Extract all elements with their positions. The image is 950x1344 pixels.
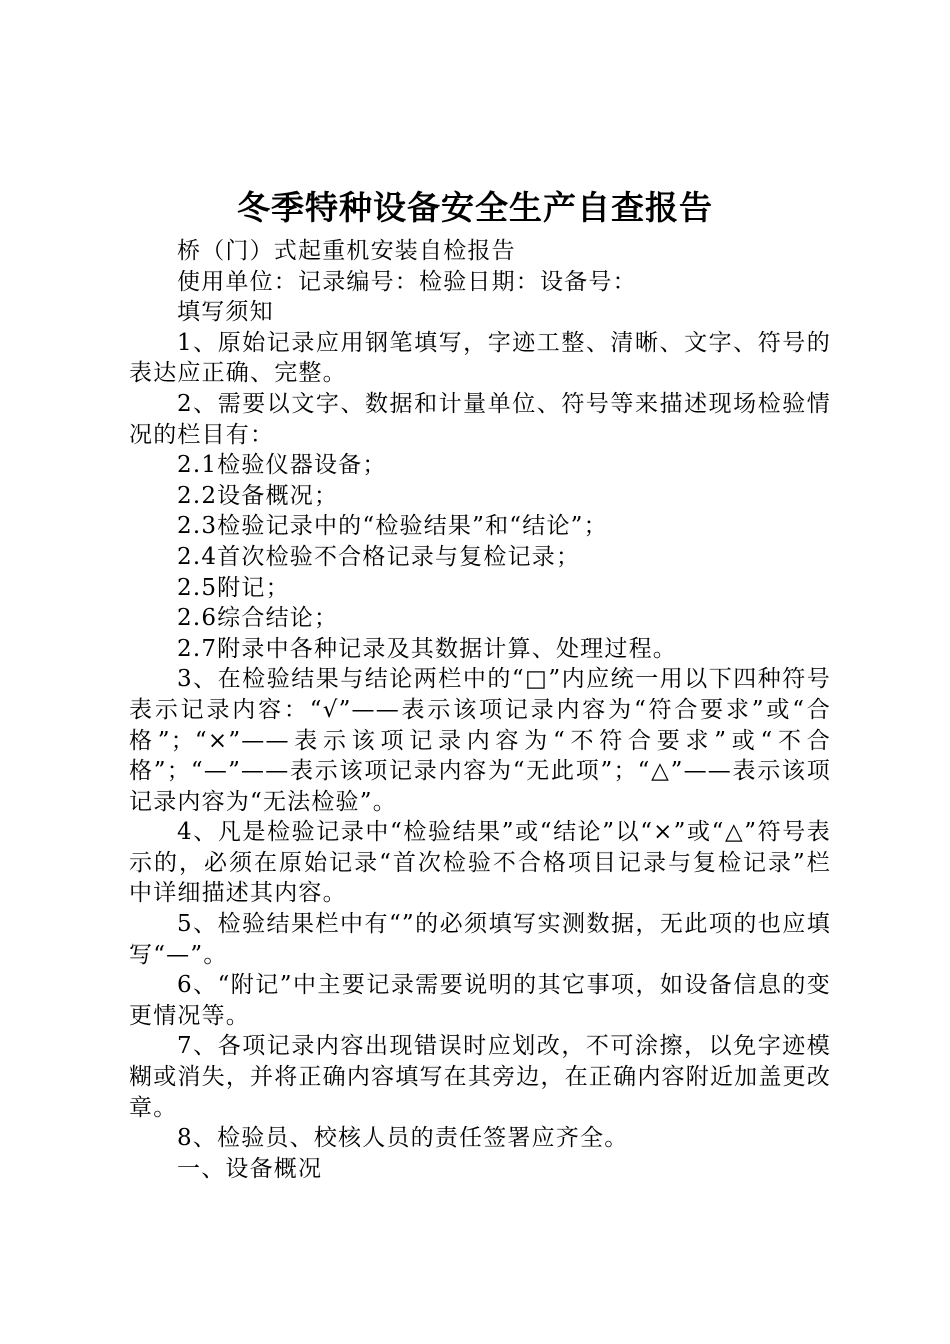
paragraph-item-2: 2、需要以文字、数据和计量单位、符号等来描述现场检验情况的栏目有： xyxy=(129,390,831,448)
paragraph-item-4: 4、凡是检验记录中“检验结果”或“结论”以“×”或“△”符号表示的，必须在原始记录“首次检验不合格项目记录与复检记录”栏中详细描述其内容。 xyxy=(129,819,831,907)
paragraph-info-fields: 使用单位：记录编号：检验日期：设备号： xyxy=(177,268,637,295)
section-heading-equipment-overview: 一、设备概况 xyxy=(177,1155,323,1182)
paragraph-item-2-6: 2.6综合结论； xyxy=(177,605,339,632)
document-title: 冬季特种设备安全生产自查报告 xyxy=(237,188,713,227)
paragraph-item-2-5: 2.5附记； xyxy=(177,574,290,601)
paragraph-item-2-2: 2.2设备概况； xyxy=(177,482,339,509)
paragraph-item-7: 7、各项记录内容出现错误时应划改，不可涂擦，以免字迹模糊或消失，并将正确内容填写在其旁边，在正确内容附近加盖更改章。 xyxy=(129,1033,831,1121)
paragraph-item-5: 5、检验结果栏中有“”的必须填写实测数据，无此项的也应填写“—”。 xyxy=(129,911,831,968)
paragraph-item-2-1: 2.1检验仪器设备； xyxy=(177,452,387,479)
paragraph-instructions-heading: 填写须知 xyxy=(177,299,274,326)
paragraph-item-2-7: 2.7附录中各种记录及其数据计算、处理过程。 xyxy=(177,635,677,662)
paragraph-item-2-3: 2.3检验记录中的“检验结果”和“结论”； xyxy=(177,513,608,540)
paragraph-item-1: 1、原始记录应用钢笔填写，字迹工整、清晰、文字、符号的表达应正确、完整。 xyxy=(129,329,831,387)
paragraph-subtitle: 桥（门）式起重机安装自检报告 xyxy=(177,238,516,264)
paragraph-item-2-4: 2.4首次检验不合格记录与复检记录； xyxy=(177,543,581,570)
paragraph-item-6: 6、“附记”中主要记录需要说明的其它事项，如设备信息的变更情况等。 xyxy=(129,972,831,1029)
paragraph-item-8: 8、检验员、校核人员的责任签署应齐全。 xyxy=(177,1125,629,1152)
paragraph-item-3: 3、在检验结果与结论两栏中的“□”内应统一用以下四种符号表示记录内容：“√”——表示该项记录内容为“符合要求”或“合格”；“×”——表示该项记录内容为“不符合要求”或“不合格”；“—”——表示该项记录内容为“无此项”；“△”——表示该项记录内容为“无法检验”。 xyxy=(129,666,831,815)
document-body xyxy=(129,236,831,1184)
